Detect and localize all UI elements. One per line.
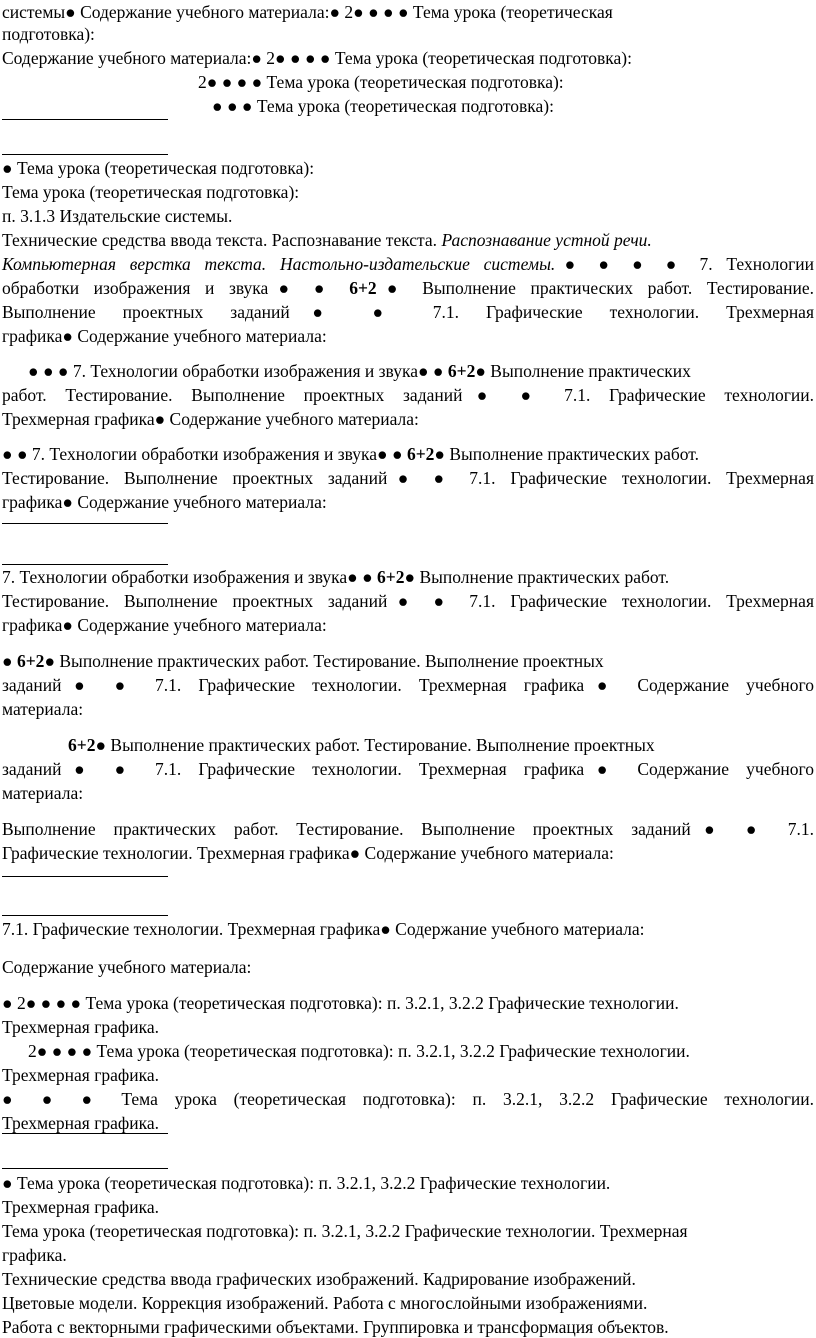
text-line: [2, 253, 814, 275]
text-run: ● ● ● ● 7. Технологии: [555, 254, 814, 274]
text-line: Тема урока (теоретическая подготовка):: [2, 182, 300, 202]
text-line: Содержание учебного материала:: [2, 957, 252, 977]
hours-label: 6+2: [349, 278, 377, 298]
separator-rule: [2, 119, 168, 120]
text-line: п. 3.1.3 Издательские системы.: [2, 206, 233, 226]
text-line: [2, 229, 652, 251]
text-line: Графические технологии. Трехмерная графика● Содержание учебного материала:: [2, 843, 614, 863]
text-line: 7.1. Графические технологии. Трехмерная графика● Содержание учебного материала:: [2, 919, 645, 939]
text-run: ● Выполнение практических работ.: [434, 444, 699, 464]
text-run: ● Выполнение практических работ.: [404, 567, 670, 587]
hours-label: 6+2: [377, 567, 405, 587]
text-line: системы● Содержание учебного материала:● 2● ● ● ● Тема урока (теоретическая: [2, 2, 613, 22]
text-line: материала:: [2, 699, 84, 719]
text-line: Тестирование. Выполнение проектных заданий● ● 7.1. Графические технологии. Трехмерная: [2, 468, 814, 488]
text-line: заданий● ● 7.1. Графические технологии. Трехмерная графика● Содержание учебного: [2, 759, 814, 779]
text-line: Содержание учебного материала:● 2● ● ● ● Тема урока (теоретическая подготовка):: [2, 48, 632, 68]
hours-label: 6+2: [68, 735, 96, 755]
text-run: ● Выполнение практических работ. Тестирование.: [376, 278, 815, 298]
text-run: обработки изображения и звука● ●: [2, 278, 350, 298]
text-line: [2, 443, 699, 465]
text-line: заданий● ● 7.1. Графические технологии. Трехмерная графика● Содержание учебного: [2, 675, 814, 695]
text-line: Цветовые модели. Коррекция изображений. Работа с многослойными изображениями.: [2, 1293, 648, 1313]
text-run: ● ● 7. Технологии обработки изображения и звука● ●: [2, 444, 407, 464]
text-line: Технические средства ввода графических изображений. Кадрирование изображений.: [2, 1269, 636, 1289]
text-run: Технические средства ввода текста. Распознавание текста.: [2, 230, 442, 250]
separator-rule: [2, 154, 168, 155]
text-line: ● 2● ● ● ● Тема урока (теоретическая подготовка): п. 3.2.1, 3.2.2 Графические технологии.: [2, 993, 679, 1013]
text-line: ● ● ● Тема урока (теоретическая подготовка):: [212, 96, 554, 116]
text-line: Выполнение практических работ. Тестирование. Выполнение проектных заданий● ● 7.1.: [2, 819, 814, 839]
text-line: ● Тема урока (теоретическая подготовка):: [2, 158, 315, 178]
separator-rule: [2, 915, 168, 916]
separator-rule: [2, 1133, 168, 1134]
hours-label: 6+2: [447, 361, 476, 381]
text-line: [2, 277, 814, 299]
text-line: материала:: [2, 783, 84, 803]
text-run: ● Выполнение практических работ. Тестирование. Выполнение проектных: [95, 735, 655, 755]
text-line: графика.: [2, 1245, 67, 1265]
text-line: графика● Содержание учебного материала:: [2, 615, 327, 635]
italic-run: Распознавание устной речи.: [441, 230, 652, 250]
text-line: 2● ● ● ● Тема урока (теоретическая подготовка): п. 3.2.1, 3.2.2 Графические технологии.: [28, 1041, 690, 1061]
text-line: [68, 734, 655, 756]
text-line: графика● Содержание учебного материала:: [2, 326, 327, 346]
text-run: ● ● ● 7. Технологии обработки изображения и звука● ●: [28, 361, 448, 381]
separator-rule: [2, 876, 168, 877]
text-run: ● Выполнение практических: [475, 361, 691, 381]
text-line: Трехмерная графика.: [2, 1197, 159, 1217]
text-line: ● ● ● Тема урока (теоретическая подготовка): п. 3.2.1, 3.2.2 Графические технологии.: [2, 1089, 814, 1109]
italic-run: Компьютерная верстка текста. Настольно-издательские системы.: [2, 254, 556, 274]
text-line: [2, 566, 669, 588]
text-line: [2, 650, 604, 672]
text-line: [28, 360, 691, 382]
text-line: 2● ● ● ● Тема урока (теоретическая подготовка):: [198, 72, 564, 92]
text-line: Трехмерная графика● Содержание учебного материала:: [2, 409, 419, 429]
text-run: ● Выполнение практических работ. Тестирование. Выполнение проектных: [44, 651, 604, 671]
separator-rule: [2, 1168, 168, 1169]
text-line: графика● Содержание учебного материала:: [2, 492, 327, 512]
text-line: Тестирование. Выполнение проектных заданий● ● 7.1. Графические технологии. Трехмерная: [2, 591, 814, 611]
text-line: ● Тема урока (теоретическая подготовка): п. 3.2.1, 3.2.2 Графические технологии.: [2, 1173, 611, 1193]
text-line: работ. Тестирование. Выполнение проектных заданий● ● 7.1. Графические технологии.: [2, 385, 814, 405]
text-line: Трехмерная графика.: [2, 1017, 159, 1037]
text-line: Тема урока (теоретическая подготовка): п. 3.2.1, 3.2.2 Графические технологии. Трехмерная: [2, 1221, 688, 1241]
text-run: 7. Технологии обработки изображения и звука● ●: [2, 567, 378, 587]
separator-rule: [2, 523, 168, 524]
text-line: Работа с векторными графическими объектами. Группировка и трансформация объектов.: [2, 1317, 669, 1337]
text-run: ●: [2, 651, 17, 671]
text-line: Трехмерная графика.: [2, 1065, 159, 1085]
hours-label: 6+2: [406, 444, 435, 464]
text-line: подготовка):: [2, 24, 95, 44]
text-line: Трехмерная графика.: [2, 1113, 159, 1133]
separator-rule: [2, 564, 168, 565]
text-line: Выполнение проектных заданий● ● 7.1. Графические технологии. Трехмерная: [2, 302, 814, 322]
hours-label: 6+2: [16, 651, 45, 671]
